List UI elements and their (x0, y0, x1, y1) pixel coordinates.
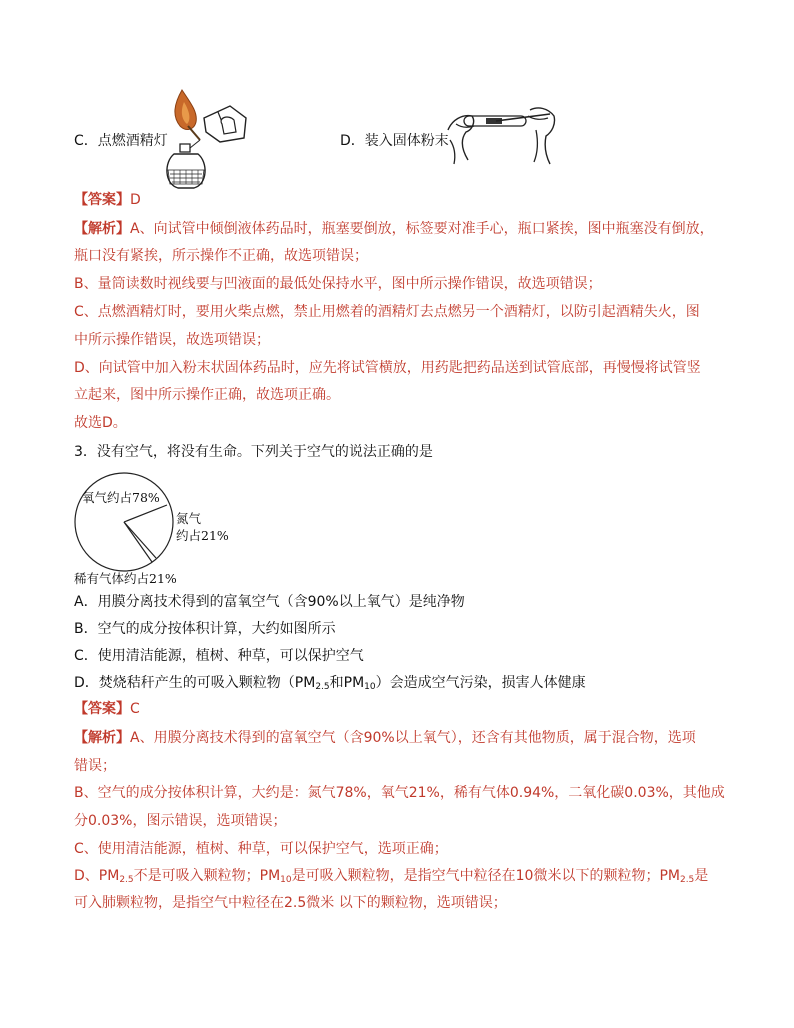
analysis-tag: 【解析】 (74, 221, 130, 237)
alcohol-lamp-illustration (160, 88, 260, 190)
q3-analysis-6s2: 10 (280, 875, 292, 885)
q3-analysis-line-3: B、空气的成分按体积计算，大约是：氮气78%，氧气21%，稀有气体0.94%，二氧化碳0.03%，其他成 (74, 785, 725, 801)
option-c-label: C．点燃酒精灯 (74, 133, 168, 149)
q3-stem: 3．没有空气，将没有生命。下列关于空气的说法正确的是 (74, 444, 433, 460)
q3-option-d-post: ）会造成空气污染，损害人体健康 (375, 675, 586, 691)
q3-analysis-line-2: 错误； (74, 758, 116, 774)
q2-analysis-line-3: B、量筒读数时视线要与凹液面的最低处保持水平，图中所示操作错误，故选项错误； (74, 276, 602, 292)
q2-analysis-line-6: D、向试管中加入粉末状固体药品时，应先将试管横放，用药匙把药品送到试管底部，再慢慢将试管竖 (74, 360, 701, 376)
q3-analysis-6a: D、PM (74, 868, 120, 884)
q3-answer (74, 699, 140, 719)
q3-analysis-6b: 不是可吸入颗粒物；PM (133, 868, 281, 884)
q2-analysis-line-7: 立起来，图中所示操作正确，故选项正确。 (74, 387, 340, 403)
q3-analysis-line-6 (74, 866, 708, 890)
q3-option-d-sub2: 10 (364, 682, 376, 692)
pie-label-nitrogen-1: 氮气 (176, 511, 202, 526)
q2-conclusion: 故选D。 (74, 415, 127, 431)
q2-analysis-line-4: C、点燃酒精灯时，要用火柴点燃，禁止用燃着的酒精灯去点燃另一个酒精灯，以防引起酒精失火，图 (74, 304, 700, 320)
q2-analysis-text-1: A、向试管中倾倒液体药品时，瓶塞要倒放，标签要对准手心，瓶口紧挨，图中瓶塞没有倒放， (130, 221, 714, 237)
answer-tag: 【答案】 (74, 701, 130, 717)
q3-analysis-6d: 是 (694, 868, 709, 884)
q3-analysis-text-1: A、用膜分离技术得到的富氧空气（含90%以上氧气），还含有其他物质，属于混合物，选项 (130, 730, 696, 746)
q2-analysis-line-2: 瓶口没有紧挨，所示操作不正确，故选项错误； (74, 248, 368, 264)
pie-label-rare: 稀有气体约占21% (74, 571, 177, 586)
pie-label-nitrogen-2: 约占21% (176, 528, 229, 543)
q3-option-d-sub1: 2.5 (315, 682, 330, 692)
q3-option-a: A．用膜分离技术得到的富氧空气（含90%以上氧气）是纯净物 (74, 594, 465, 610)
pie-label-oxygen: 氧气约占78% (82, 490, 160, 505)
q3-option-b: B．空气的成分按体积计算，大约如图所示 (74, 621, 336, 637)
test-tube-powder-illustration (446, 100, 558, 168)
q3-analysis-line-7: 可入肺颗粒物，是指空气中粒径在2.5微米 以下的颗粒物，选项错误； (74, 895, 507, 911)
q2-analysis-line-5: 中所示操作错误，故选项错误； (74, 332, 270, 348)
q3-analysis-6c: 是可吸入颗粒物，是指空气中粒径在10微米以下的颗粒物；PM (291, 868, 680, 884)
option-d-label: D．装入固体粉末 (340, 133, 449, 149)
answer-tag: 【答案】 (74, 192, 130, 208)
q3-analysis-line-5: C、使用清洁能源，植树、种草，可以保护空气，选项正确； (74, 841, 448, 857)
answer-value: C (130, 701, 140, 717)
q3-analysis-line-1 (74, 728, 696, 748)
q3-analysis-6s1: 2.5 (119, 875, 134, 885)
q2-answer (74, 190, 141, 210)
q3-option-c: C．使用清洁能源，植树、种草，可以保护空气 (74, 648, 364, 664)
answer-value: D (130, 192, 141, 208)
q3-analysis-line-4: 分0.03%，图示错误，选项错误； (74, 813, 287, 829)
q3-option-d (74, 673, 586, 697)
analysis-tag: 【解析】 (74, 730, 130, 746)
q2-analysis-line-1 (74, 219, 714, 239)
air-composition-pie (70, 470, 180, 580)
q3-option-d-mid: 和PM (329, 675, 365, 691)
q3-option-d-pre: D．焚烧秸秆产生的可吸入颗粒物（PM (74, 675, 316, 691)
q3-analysis-6s3: 2.5 (679, 875, 695, 885)
